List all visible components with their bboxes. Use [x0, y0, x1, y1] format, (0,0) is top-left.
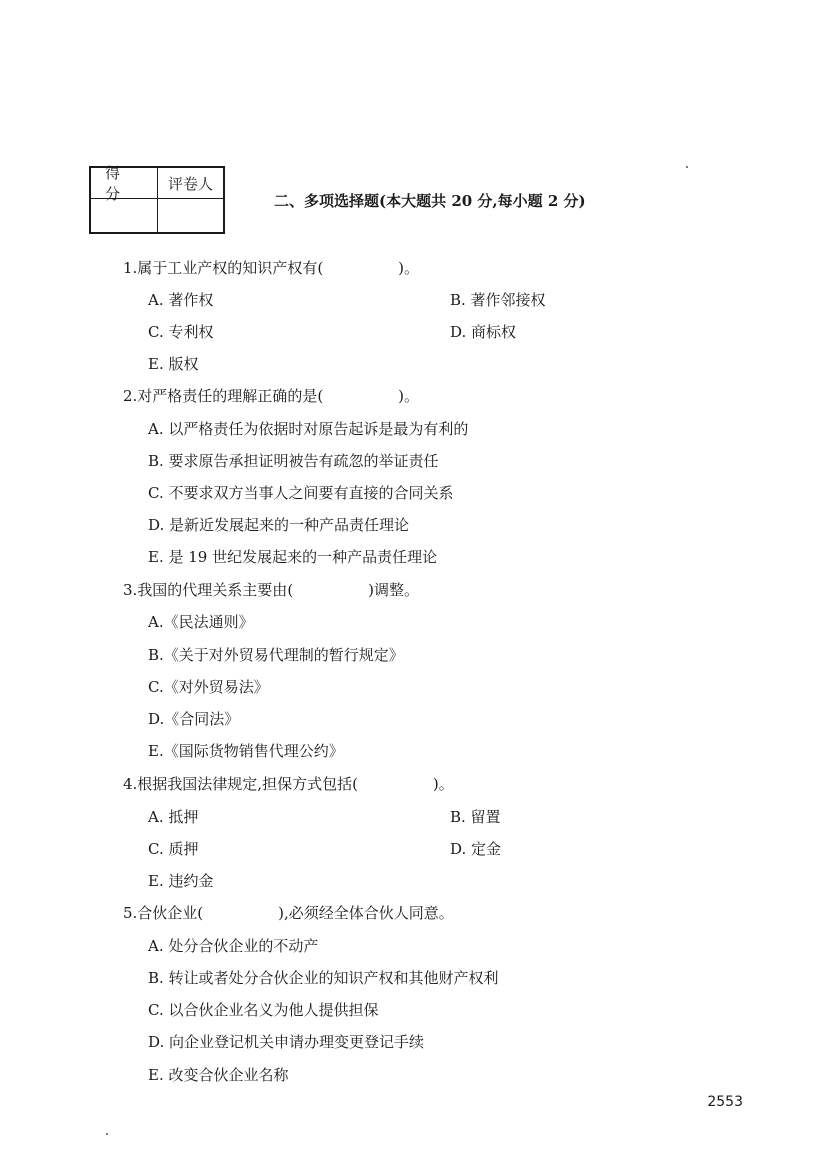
- option-a: A. 以严格责任为依据时对原告起诉是最为有利的: [148, 420, 469, 438]
- option-b: B.《关于对外贸易代理制的暂行规定》: [148, 646, 404, 664]
- option-d: D. 商标权: [450, 323, 517, 341]
- option-b: B. 转让或者处分合伙企业的知识产权和其他财产权利: [148, 969, 499, 987]
- option-b: B. 留置: [450, 808, 501, 826]
- grader-header: 评卷人: [158, 168, 223, 199]
- option-a: A. 处分合伙企业的不动产: [148, 937, 319, 955]
- option-e: E. 违约金: [148, 872, 214, 890]
- question-stem: 1.属于工业产权的知识产权有( )。: [123, 259, 420, 277]
- option-a: A. 抵押: [148, 808, 199, 826]
- score-value-cell: [91, 199, 158, 232]
- question-stem: 5.合伙企业( ),必须经全体合伙人同意。: [123, 904, 454, 922]
- question-stem: 3.我国的代理关系主要由( )调整。: [123, 581, 420, 599]
- score-table: [89, 166, 225, 234]
- option-e: E. 是 19 世纪发展起来的一种产品责任理论: [148, 548, 438, 566]
- option-b: B. 要求原告承担证明被告有疏忽的举证责任: [148, 452, 439, 470]
- page-number: 2553: [707, 1094, 743, 1110]
- score-header: 得 分: [91, 168, 158, 199]
- option-c: C. 以合伙企业名义为他人提供担保: [148, 1001, 379, 1019]
- option-a: A. 著作权: [148, 291, 214, 309]
- option-c: C.《对外贸易法》: [148, 678, 269, 696]
- option-c: C. 质押: [148, 840, 199, 858]
- scan-speck: [106, 1133, 108, 1135]
- section-title: 二、多项选择题(本大题共 20 分,每小题 2 分): [274, 192, 586, 210]
- option-d: D.《合同法》: [148, 710, 240, 728]
- option-b: B. 著作邻接权: [450, 291, 546, 309]
- option-e: E. 版权: [148, 355, 199, 373]
- question-stem: 4.根据我国法律规定,担保方式包括( )。: [123, 775, 454, 793]
- scan-speck: [686, 166, 688, 168]
- option-c: C. 专利权: [148, 323, 214, 341]
- option-a: A.《民法通则》: [148, 613, 254, 631]
- option-c: C. 不要求双方当事人之间要有直接的合同关系: [148, 484, 454, 502]
- option-d: D. 向企业登记机关申请办理变更登记手续: [148, 1033, 425, 1051]
- option-d: D. 是新近发展起来的一种产品责任理论: [148, 516, 410, 534]
- option-e: E.《国际货物销售代理公约》: [148, 742, 344, 760]
- option-d: D. 定金: [450, 840, 502, 858]
- grader-value-cell: [158, 199, 223, 232]
- option-e: E. 改变合伙企业名称: [148, 1066, 289, 1084]
- question-stem: 2.对严格责任的理解正确的是( )。: [123, 387, 420, 405]
